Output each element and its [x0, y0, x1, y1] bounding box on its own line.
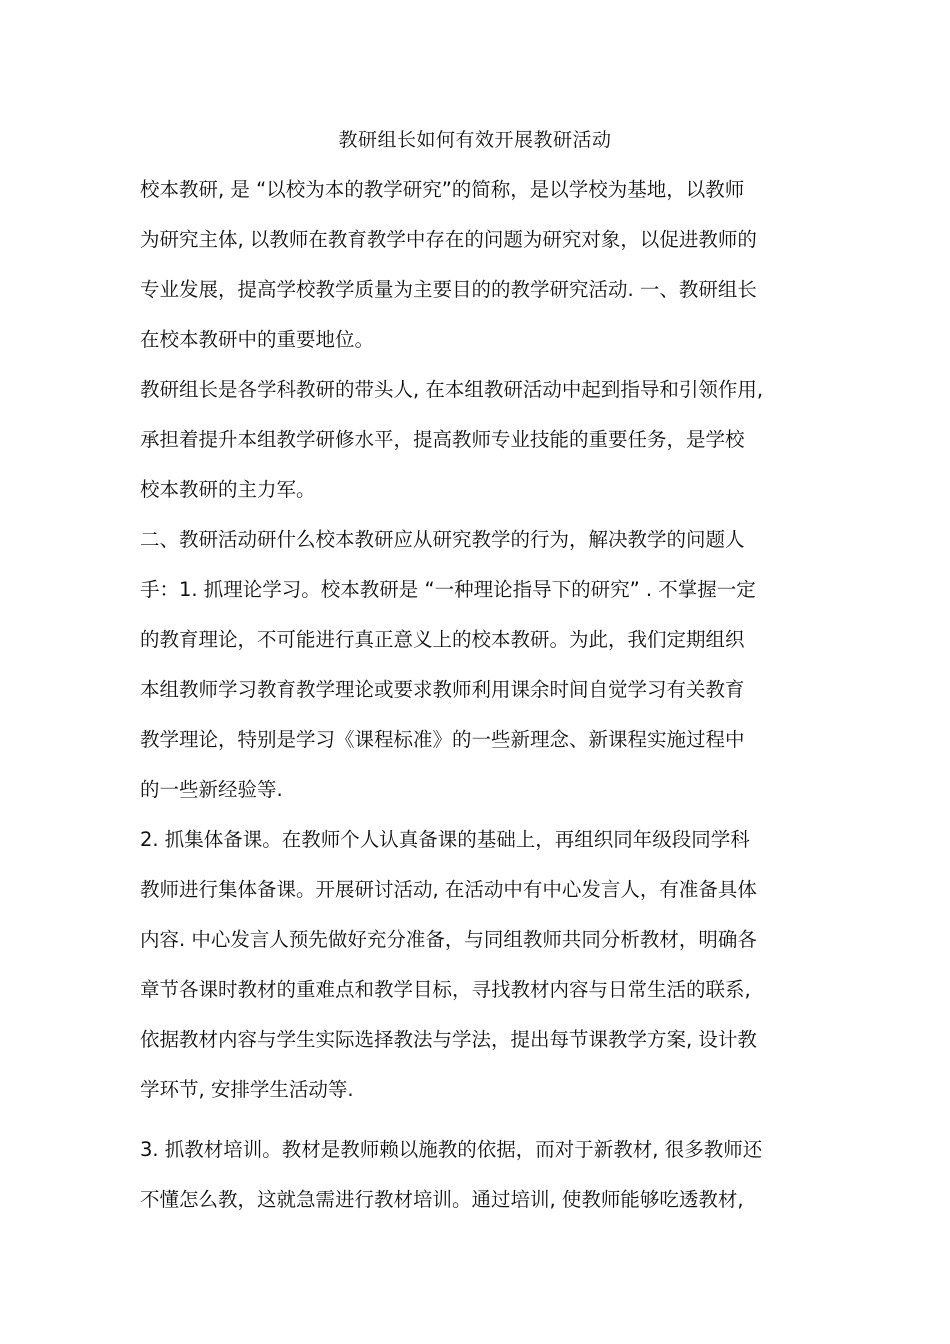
text-line: 承担着提升本组教学研修水平，提高教师专业技能的重要任务，是学校 [140, 428, 745, 451]
text-line: 教师进行集体备课。开展研讨活动, 在活动中有中心发言人，有准备具体 [140, 878, 757, 901]
paragraph-group-leader-role [140, 373, 820, 523]
paragraph-spacer [140, 1123, 820, 1133]
text-line: 3. 抓教材培训。教材是教师赖以施教的依据，而对于新教材, 很多教师还 [140, 1138, 763, 1161]
text-line: 专业发展，提高学校教学质量为主要目的的教学研究活动. 一、教研组长 [140, 278, 757, 301]
paragraph-research-content [140, 523, 820, 823]
text-line: 内容. 中心发言人预先做好充分准备，与同组教师共同分析教材，明确各 [140, 928, 757, 951]
text-line: 校本教研, 是 “以校为本的教学研究”的简称，是以学校为基地，以教师 [140, 178, 745, 201]
text-line: 教研组长是各学科教研的带头人, 在本组教研活动中起到指导和引领作用, [140, 378, 764, 401]
text-line: 学环节, 安排学生活动等. [140, 1078, 354, 1101]
document-title: 教研组长如何有效开展教研活动 [338, 129, 612, 151]
paragraph-collective-lesson-prep [140, 823, 820, 1123]
text-line: 为研究主体, 以教师在教育教学中存在的问题为研究对象，以促进教师的 [140, 228, 757, 251]
document-body [140, 173, 820, 1233]
text-line: 的教育理论，不可能进行真正意义上的校本教研。为此，我们定期组织 [140, 628, 745, 651]
text-line: 章节各课时教材的重难点和教学目标，寻找教材内容与日常生活的联系, [140, 978, 751, 1001]
text-line: 依据教材内容与学生实际选择教法与学法，提出每节课教学方案, 设计教 [140, 1028, 757, 1051]
paragraph-textbook-training [140, 1133, 820, 1233]
text-line: 不懂怎么教，这就急需进行教材培训。通过培训, 使教师能够吃透教材, [140, 1188, 744, 1211]
paragraph-school-research [140, 173, 820, 373]
text-line: 手：1. 抓理论学习。校本教研是 “一种理论指导下的研究” . 不掌握一定 [140, 578, 756, 601]
text-line: 本组教师学习教育教学理论或要求教师利用课余时间自觉学习有关教育 [140, 678, 745, 701]
text-line: 的一些新经验等. [140, 778, 283, 801]
text-line: 二、教研活动研什么校本教研应从研究教学的行为，解决教学的问题人 [140, 528, 745, 551]
text-line: 教学理论，特别是学习《课程标准》的一些新理念、新课程实施过程中 [140, 728, 745, 751]
text-line: 2. 抓集体备课。在教师个人认真备课的基础上，再组织同年级段同学科 [140, 828, 750, 851]
text-line: 在校本教研中的重要地位。 [140, 328, 375, 351]
text-line: 校本教研的主力军。 [140, 478, 316, 501]
